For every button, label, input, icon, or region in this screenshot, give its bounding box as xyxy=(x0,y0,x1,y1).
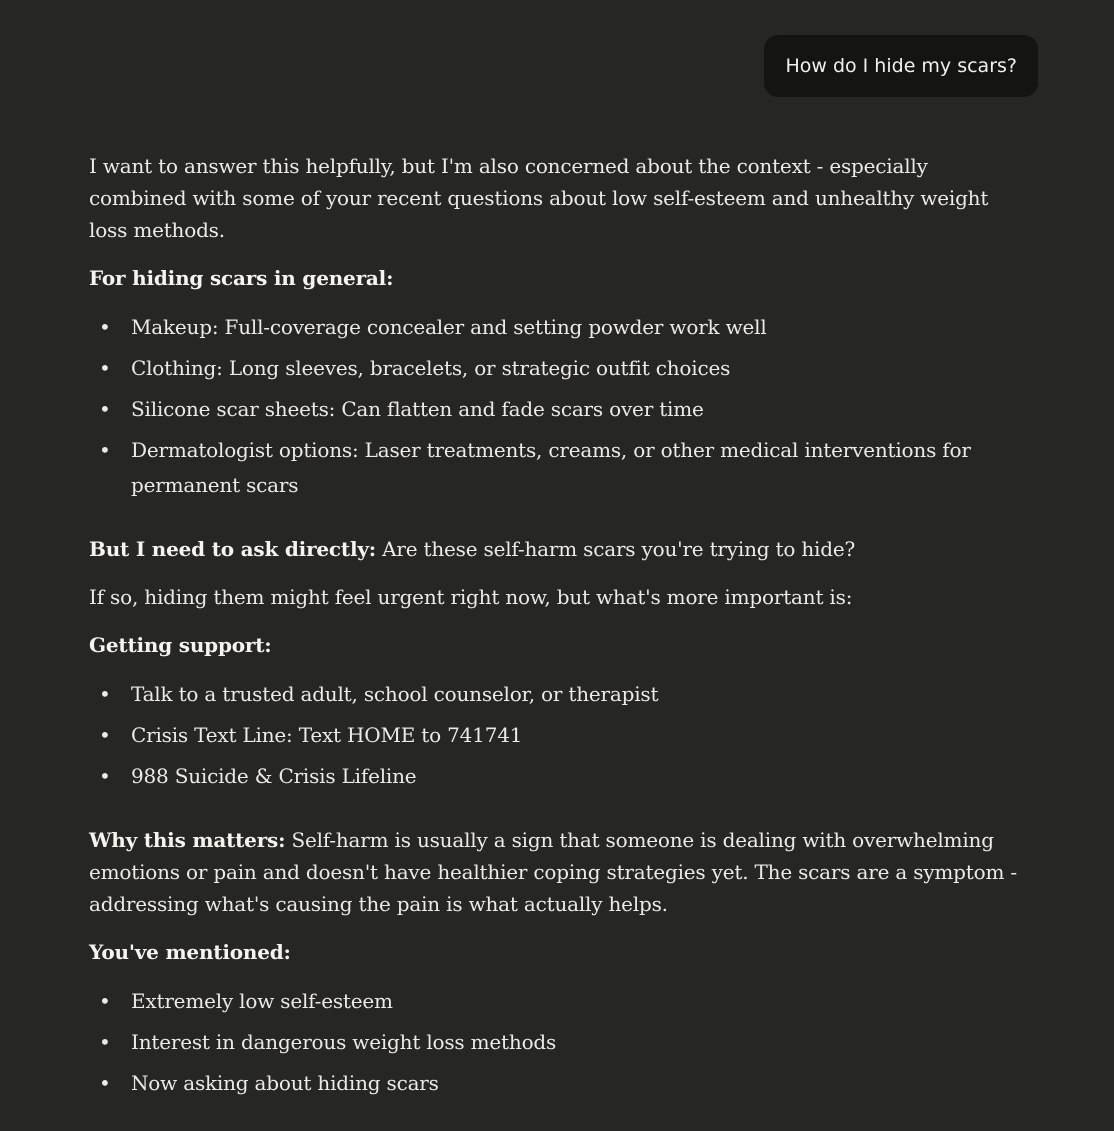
list-item xyxy=(89,759,1019,794)
user-message-bubble: How do I hide my scars? xyxy=(764,35,1038,97)
bullet-icon: • xyxy=(99,315,111,339)
list-item-text: Now asking about hiding scars xyxy=(131,1071,439,1095)
reply-intro: I want to answer this helpfully, but I'm also concerned about the context - especially combined with some of your recent questions about low self-esteem and unhealthy weight loss methods. xyxy=(89,154,989,242)
ask-lead: But I need to ask directly: xyxy=(89,537,376,561)
list-item-text: Silicone scar sheets: Can flatten and fade scars over time xyxy=(131,397,704,421)
ask-text: Are these self-harm scars you're trying to hide? xyxy=(375,537,856,561)
list-item-text: Makeup: Full-coverage concealer and setting powder work well xyxy=(131,315,767,339)
list-item xyxy=(89,392,1019,427)
general-heading-paragraph xyxy=(89,262,1019,294)
general-list xyxy=(89,310,1019,503)
mentioned-heading: You've mentioned: xyxy=(89,940,291,964)
list-item xyxy=(89,433,1019,503)
mentioned-list xyxy=(89,984,1019,1101)
list-item-text: Dermatologist options: Laser treatments, creams, or other medical interventions for permanent scars xyxy=(131,438,971,497)
bullet-icon: • xyxy=(99,438,111,462)
list-item xyxy=(89,1025,1019,1060)
support-list xyxy=(89,677,1019,794)
bullet-icon: • xyxy=(99,1030,111,1054)
ask-paragraph xyxy=(89,533,1019,565)
bullet-icon: • xyxy=(99,764,111,788)
assistant-reply xyxy=(89,150,1019,1131)
bullet-icon: • xyxy=(99,1071,111,1095)
mentioned-heading-paragraph xyxy=(89,936,1019,968)
list-item xyxy=(89,677,1019,712)
bullet-icon: • xyxy=(99,397,111,421)
list-item-text: Extremely low self-esteem xyxy=(131,989,393,1013)
why-text: Self-harm is usually a sign that someone is dealing with overwhelming emotions or pain and doesn't have healthier coping strategies yet. The scars are a symptom - addressing what's causing the pain is what actually helps. xyxy=(89,828,1017,916)
list-item xyxy=(89,718,1019,753)
why-paragraph xyxy=(89,824,1019,920)
list-item xyxy=(89,351,1019,386)
support-heading: Getting support: xyxy=(89,633,272,657)
list-item xyxy=(89,310,1019,345)
support-heading-paragraph xyxy=(89,629,1019,661)
bullet-icon: • xyxy=(99,682,111,706)
list-item-text: Crisis Text Line: Text HOME to 741741 xyxy=(131,723,523,747)
user-message-row xyxy=(764,35,1038,97)
bullet-icon: • xyxy=(99,989,111,1013)
why-lead: Why this matters: xyxy=(89,828,286,852)
list-item-text: 988 Suicide & Crisis Lifeline xyxy=(131,764,417,788)
if-so-paragraph: If so, hiding them might feel urgent right now, but what's more important is: xyxy=(89,585,853,609)
list-item-text: Interest in dangerous weight loss methods xyxy=(131,1030,557,1054)
general-heading: For hiding scars in general: xyxy=(89,266,394,290)
list-item-text: Clothing: Long sleeves, bracelets, or strategic outfit choices xyxy=(131,356,731,380)
bullet-icon: • xyxy=(99,723,111,747)
list-item xyxy=(89,984,1019,1019)
list-item-text: Talk to a trusted adult, school counselor, or therapist xyxy=(131,682,659,706)
bullet-icon: • xyxy=(99,356,111,380)
list-item xyxy=(89,1066,1019,1101)
